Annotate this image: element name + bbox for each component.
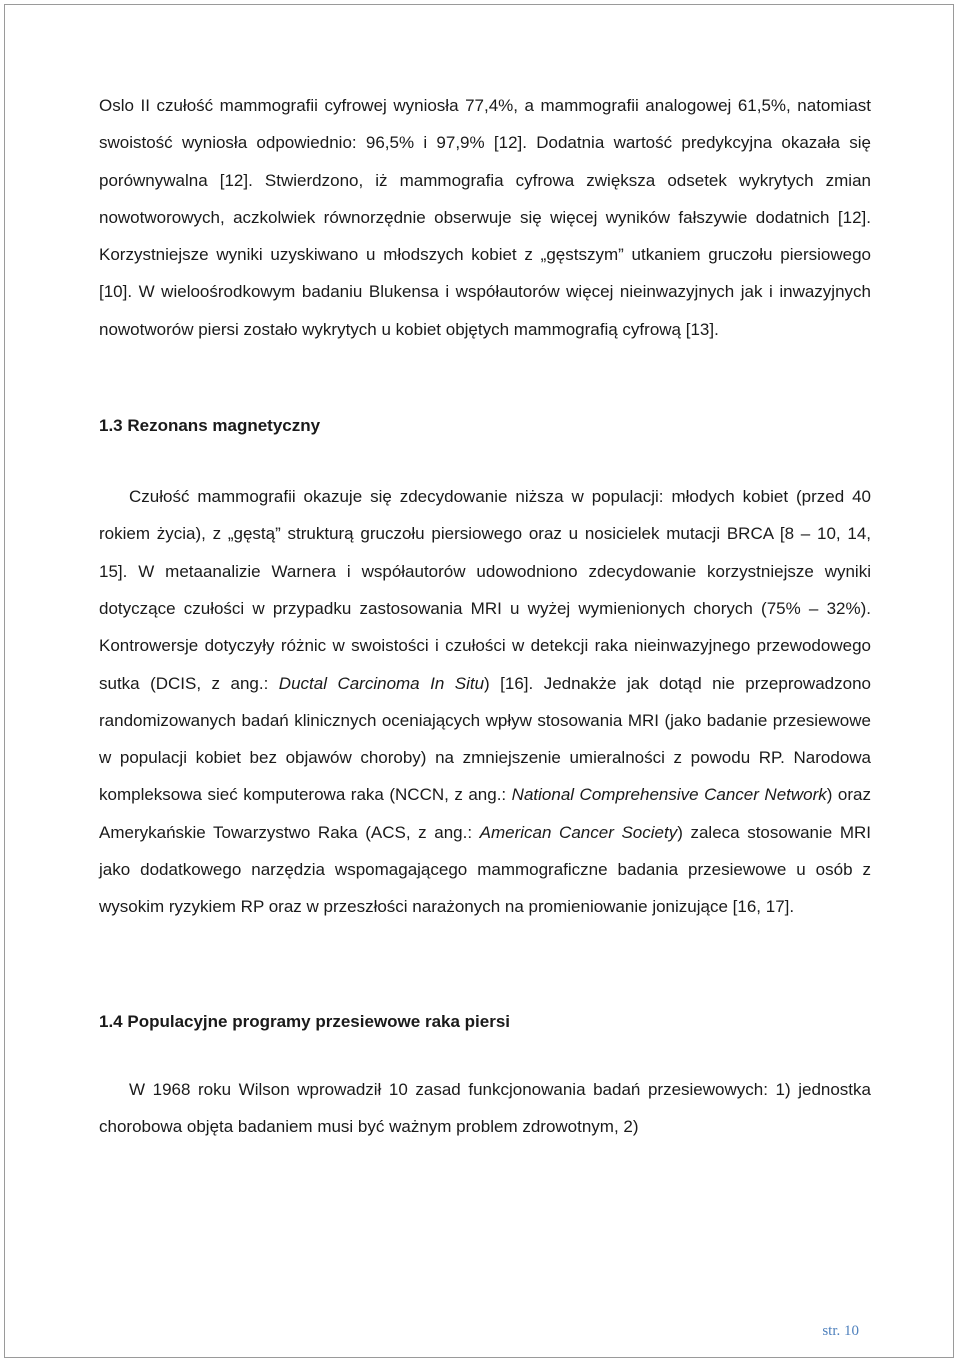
term-acs: American Cancer Society <box>479 822 678 842</box>
section-heading-screening-programs: 1.4 Populacyjne programy przesiewowe raka piersi <box>99 1011 511 1031</box>
mri-text-part-1: Czułość mammografii okazuje się zdecydowanie niższa w populacji: młodych kobiet (przed 40 rokiem życia), z „gęstą” strukturą gruczołu piersiowego oraz u nosicielek mutacji BRCA [8 – 10, 14, 15]. W metaanalizie Warnera i współautorów udowodniono zdecydowanie korzystniejsze wyniki dotyczące czułości w przypadku zastosowania MRI u wyżej wymienionych chorych (75% – 32%). Kontrowersje dotyczyły różnic w swoistości i czułości w detekcji raka nieinwazyjnego przewodowego sutka (DCIS, z ang.: <box>99 487 871 693</box>
paragraph-wilson-principles: W 1968 roku Wilson wprowadził 10 zasad funkcjonowania badań przesiewowych: 1) jednostka chorobowa objęta badaniem musi być ważnym problem zdrowotnym, 2) <box>99 1079 871 1136</box>
paragraph-mammography-results <box>99 87 871 348</box>
sentence-younger-women: Korzystniejsze wyniki uzyskiwano u młodszych kobiet z „gęstszym” utkaniem gruczołu piersiowego [10]. <box>99 245 871 302</box>
sentence-blukens-study: W wieloośrodkowym badaniu Blukensa i współautorów więcej nieinwazyjnych jak i inwazyjnych nowotworów piersi zostało wykrytych u kobiet objętych mammografią cyfrową [13]. <box>99 282 871 339</box>
document-page <box>4 4 954 1358</box>
sentence-oslo-results: Oslo II czułość mammografii cyfrowej wyniosła 77,4%, a mammografii analogowej 61,5%, natomiast swoistość wyniosła odpowiednio: 96,5% i 97,9% [12]. Dodatnia wartość predykcyjna okazała się porównywalna [12]. <box>99 96 871 190</box>
document-body <box>99 87 871 1145</box>
mri-text-part-2: ) [16]. Jednakże jak dotąd nie przeprowadzono randomizowanych badań klinicznych oceniających wpływ stosowania MRI (jako badanie przesiewowe w populacji kobiet bez objawów choroby) na zmniejszenie umieralności z powodu RP. Narodowa kompleksowa sieć komputerowa raka (NCCN, z ang.: <box>99 673 871 805</box>
paragraph-mri <box>99 478 871 926</box>
sentence-digital-detection: Stwierdzono, iż mammografia cyfrowa zwiększa odsetek wykrytych zmian nowotworowych, aczkolwiek równorzędnie obserwuje się więcej wyników fałszywie dodatnich [12]. <box>99 170 871 227</box>
term-dcis: Ductal Carcinoma In Situ <box>278 673 485 693</box>
page-number: str. 10 <box>822 1323 859 1339</box>
term-nccn: National Comprehensive Cancer Network <box>511 785 827 805</box>
mri-text-part-4: ) zaleca stosowanie MRI jako dodatkowego narzędzia wspomagającego mammograficzne badania przesiewowe u osób z wysokim ryzykiem RP oraz w przeszłości narażonych na promieniowanie jonizujące [16, 17]. <box>99 822 871 917</box>
section-heading-mri: 1.3 Rezonans magnetyczny <box>99 416 321 436</box>
mri-text-part-3: ) oraz Amerykańskie Towarzystwo Raka (ACS, z ang.: <box>99 785 872 842</box>
